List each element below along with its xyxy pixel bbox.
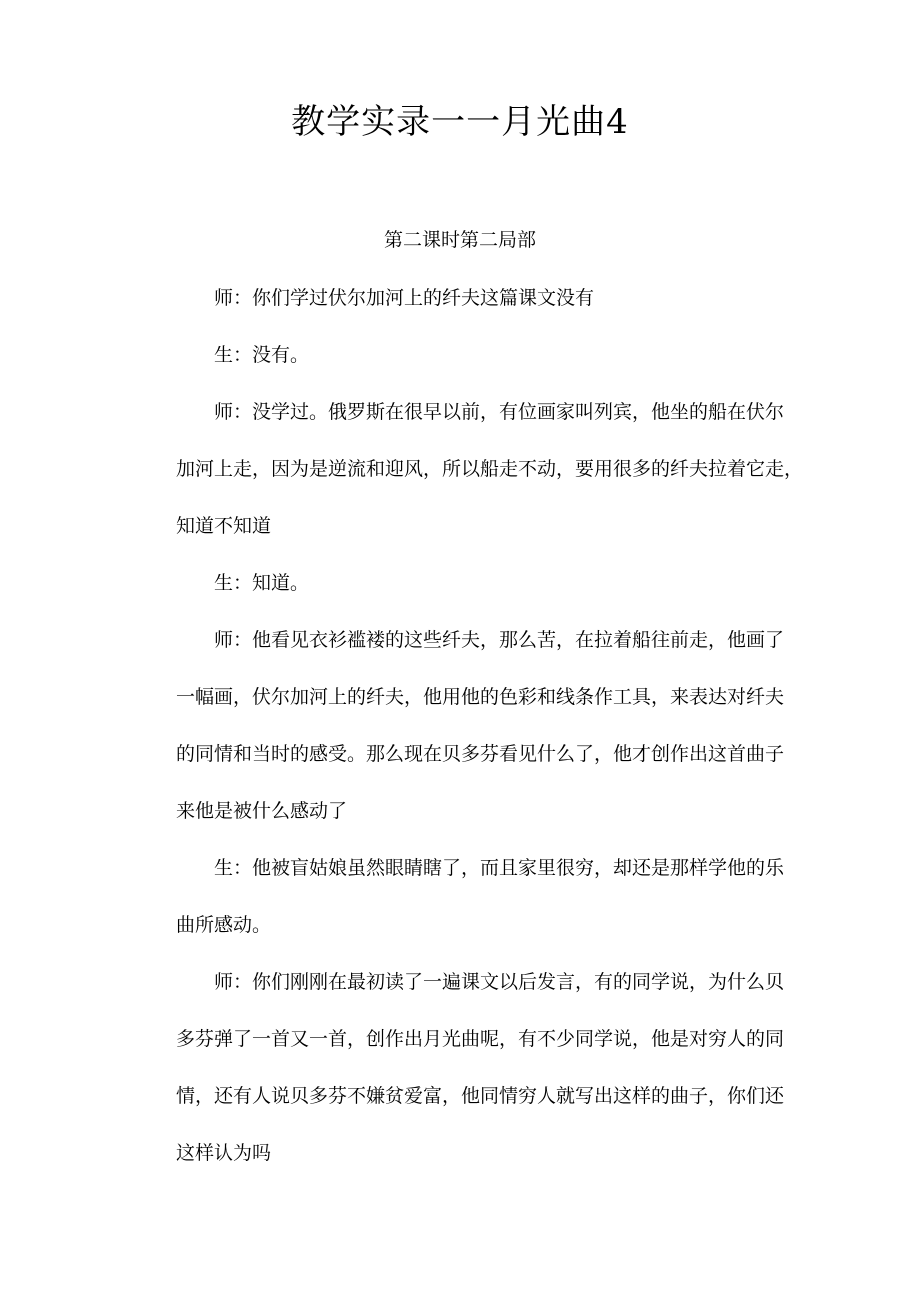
paragraph <box>138 964 785 1172</box>
paragraph-line: 师：他看见衣衫褴褛的这些纤夫，那么苦，在拉着船往前走，他画了 <box>214 629 785 651</box>
paragraph-line: 加河上走，因为是逆流和迎风，所以船走不动，要用很多的纤夫拉着它走， <box>176 458 804 480</box>
paragraph-line: 曲所感动。 <box>176 914 272 936</box>
document-body <box>138 280 804 1172</box>
document-title: 教学实录一一月光曲4 <box>291 102 629 142</box>
paragraph <box>138 394 804 545</box>
paragraph-line: 师：没学过。俄罗斯在很早以前，有位画家叫列宾，他坐的船在伏尔 <box>214 401 785 423</box>
paragraph-line: 多芬弹了一首又一首，创作出月光曲呢，有不少同学说，他是对穷人的同 <box>176 1028 785 1050</box>
paragraph-line: 生：知道。 <box>214 572 310 594</box>
paragraph <box>138 565 782 602</box>
paragraph-line: 知道不知道 <box>176 515 272 537</box>
paragraph-line: 生：他被盲姑娘虽然眼睛瞎了，而且家里很穷，却还是那样学他的乐 <box>214 857 785 879</box>
section-title: 第二课时第二局部 <box>383 229 536 251</box>
paragraph <box>138 850 785 944</box>
paragraph-line: 情，还有人说贝多芬不嫌贫爱富，他同情穷人就写出这样的曲子，你们还 <box>176 1085 785 1107</box>
paragraph-line: 这样认为吗 <box>176 1142 272 1164</box>
paragraph-line: 师：你们学过伏尔加河上的纤夫这篇课文没有 <box>214 287 595 309</box>
paragraph-line: 的同情和当时的感受。那么现在贝多芬看见什么了，他才创作出这首曲子 <box>176 743 785 765</box>
paragraph-line: 生：没有。 <box>214 344 310 366</box>
paragraph-line: 来他是被什么感动了 <box>176 800 348 822</box>
paragraph-line: 一幅画，伏尔加河上的纤夫，他用他的色彩和线条作工具，来表达对纤夫 <box>176 686 785 708</box>
paragraph-line: 师：你们刚刚在最初读了一遍课文以后发言，有的同学说，为什么贝 <box>214 971 785 993</box>
paragraph <box>138 337 782 374</box>
paragraph <box>138 280 782 317</box>
paragraph <box>138 622 785 830</box>
